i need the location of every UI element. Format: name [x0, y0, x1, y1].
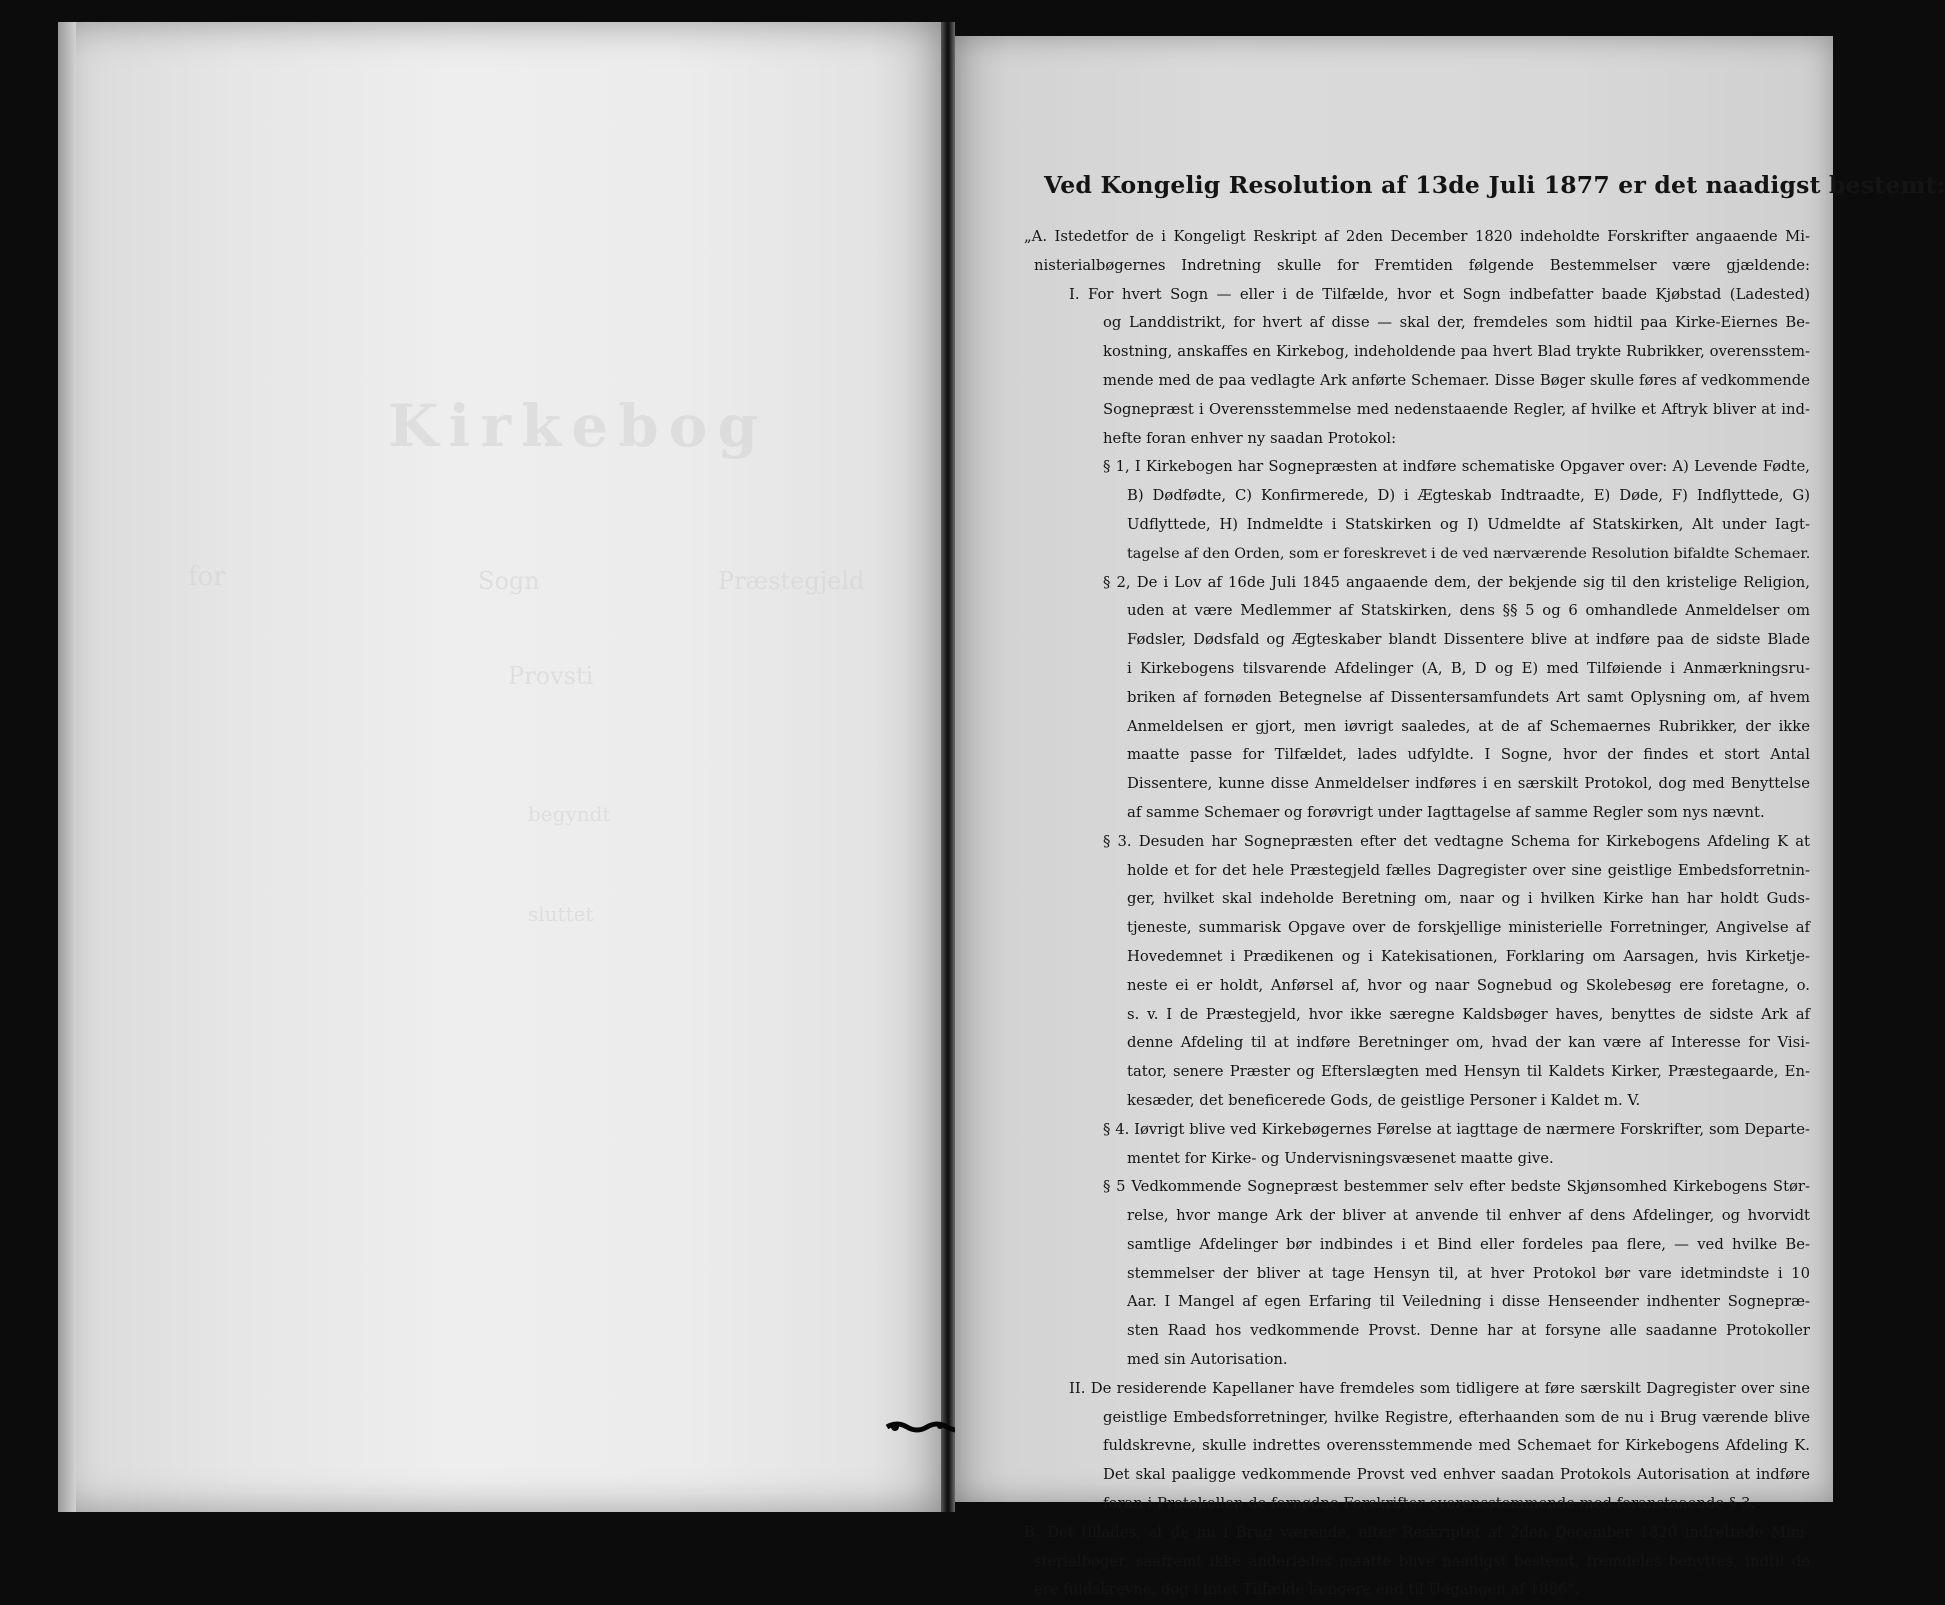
text-line: B. Det tillades, at de nu i Brug værende, efter Reskriptet af 2den December 1820 indrettede Mini- — [1024, 1523, 1810, 1541]
text-line: Dissentere, kunne disse Anmeldelser indføres i en særskilt Protokol, dog med Benyttelse — [1127, 775, 1810, 793]
text-line: II. De residerende Kapellaner have fremdeles som tidligere at føre særskilt Dagregister over sine — [1069, 1379, 1810, 1397]
left-page-ghost-line: begyndt — [528, 802, 611, 826]
text-line: med sin Autorisation. — [1127, 1351, 1288, 1369]
text-line: tagelse af den Orden, som er foreskrevet i de ved nærværende Resolution bifaldte Schemaer. — [1127, 545, 1811, 562]
text-line: foran i Protokollen de fornødne Forskrifter overensstemmende med foranstaaende § 3. — [1103, 1495, 1756, 1513]
text-line: mende med de paa vedlagte Ark anførte Schemaer. Disse Bøger skulle føres af vedkommende — [1103, 371, 1810, 389]
text-line: tjeneste, summarisk Opgave over de forskjellige ministerielle Forretninger, Angivelse af — [1127, 919, 1810, 937]
text-line: kostning, anskaffes en Kirkebog, indeholdende paa hvert Blad trykte Rubrikker, overensstem- — [1103, 343, 1810, 361]
text-line: § 3. Desuden har Sognepræsten efter det vedtagne Schema for Kirkebogens Afdeling K at — [1103, 832, 1810, 850]
text-line: tator, senere Præster og Efterslægten med Hensyn til Kaldets Kirker, Præstegaarde, En- — [1127, 1063, 1810, 1081]
right-page — [955, 36, 1945, 1599]
text-line: Hovedemnet i Prædikenen og i Katekisationen, Forklaring om Aarsagen, hvis Kirketje- — [1127, 947, 1810, 965]
text-line: B) Dødfødte, C) Konfirmerede, D) i Ægteskab Indtraadte, E) Døde, F) Indflyttede, G) — [1127, 487, 1810, 505]
text-line: holde et for det hele Præstegjeld fælles Dagregister over sine geistlige Embedsforretnin- — [1127, 861, 1810, 879]
text-line: neste ei er holdt, Anførsel af, hvor og naar Sognebud og Skolebesøg ere foretagne, o. — [1127, 976, 1810, 994]
left-page — [58, 22, 941, 1512]
left-page-ghost-line: Provsti — [508, 662, 594, 690]
left-page-ghost-title: Kirkebog — [388, 392, 768, 460]
text-line: ere fuldskrevne, dog i intet Tilfælde længere end til Udgangen af 1886“. — [1034, 1581, 1580, 1599]
left-page-ghost-line: sluttet — [528, 902, 594, 926]
text-line: Sognepræst i Overensstemmelse med nedenstaaende Regler, af hvilke et Aftryk bliver at ind- — [1103, 400, 1810, 418]
resolution-heading: Ved Kongelig Resolution af 13de Juli 1877 er det naadigst bestemt: — [1044, 171, 1945, 199]
text-line: mentet for Kirke- og Undervisningsvæsenet maatte give. — [1127, 1149, 1554, 1167]
resolution-lines — [1010, 223, 1810, 1605]
text-line: kesæder, det beneficerede Gods, de geistlige Personer i Kaldet m. V. — [1127, 1091, 1641, 1109]
text-line: briken af fornøden Betegnelse af Dissentersamfundets Art samt Oplysning om, af hvem — [1127, 688, 1810, 706]
text-line: „A. Istedetfor de i Kongeligt Reskript af 2den December 1820 indeholdte Forskrifter angaaende Mi- — [1024, 228, 1810, 245]
text-line: sterialbøger, saafremt ikke anderledes maatte blive naadigst bestemt, fremdeles benyttes, indtil de — [1034, 1552, 1810, 1570]
text-line: Fødsler, Dødsfald og Ægteskaber blandt Dissentere blive at indføre paa de sidste Blade — [1127, 631, 1810, 649]
text-line: og Landdistrikt, for hvert af disse — skal der, fremdeles som hidtil paa Kirke-Eiernes Be- — [1103, 314, 1810, 332]
text-line: Aar. I Mangel af egen Erfaring til Veiledning i disse Henseender indhenter Sognepræ- — [1127, 1293, 1810, 1311]
text-line: I. For hvert Sogn — eller i de Tilfælde, hvor et Sogn indbefatter baade Kjøbstad (Ladested) — [1069, 285, 1810, 303]
text-line: stemmelser der bliver at tage Hensyn til, at hver Protokol bør vare idetmindste i 10 — [1127, 1264, 1810, 1282]
left-page-ghost-line: Præstegjeld — [718, 567, 865, 595]
text-line: uden at være Medlemmer af Statskirken, dens §§ 5 og 6 omhandlede Anmeldelser om — [1127, 602, 1810, 620]
left-page-ghost-line: for — [188, 562, 226, 592]
text-line: Udflyttede, H) Indmeldte i Statskirken og I) Udmeldte af Statskirken, Alt under Iagt- — [1127, 515, 1810, 533]
text-line: § 1, I Kirkebogen har Sognepræsten at indføre schematiske Opgaver over: A) Levende Fødte, — [1103, 458, 1810, 476]
text-line: geistlige Embedsforretninger, hvilke Registre, efterhaanden som de nu i Brug værende blive — [1103, 1408, 1810, 1426]
text-line: i Kirkebogens tilsvarende Afdelinger (A, B, D og E) med Tilføiende i Anmærkningsru- — [1127, 659, 1810, 677]
text-line: Det skal paaligge vedkommende Provst ved enhver saadan Protokols Autorisation at indføre — [1103, 1466, 1810, 1484]
left-page-edge — [58, 22, 76, 1512]
text-line: maatte passe for Tilfældet, lades udfyldte. I Sogne, hvor der findes et stort Antal — [1127, 746, 1810, 764]
left-page-ghost-line: Sogn — [478, 567, 540, 595]
text-line: § 4. Iøvrigt blive ved Kirkebøgernes Førelse at iagttage de nærmere Forskrifter, som Departe- — [1103, 1120, 1810, 1138]
text-line: § 5 Vedkommende Sognepræst bestemmer selv efter bedste Skjønsomhed Kirkebogens Stør- — [1103, 1178, 1810, 1196]
text-line: s. v. I de Præstegjeld, hvor ikke særegne Kaldsbøger haves, benyttes de sidste Ark af — [1127, 1005, 1810, 1023]
text-line: fuldskrevne, skulle indrettes overensstemmende med Schemaet for Kirkebogens Afdeling K. — [1103, 1437, 1810, 1455]
text-line: sten Raad hos vedkommende Provst. Denne har at forsyne alle saadanne Protokoller — [1127, 1322, 1810, 1340]
book-spine — [941, 22, 955, 1512]
text-line: ger, hvilket skal indeholde Beretning om, naar og i hvilken Kirke han har holdt Guds- — [1127, 890, 1810, 908]
text-line: nisterialbøgernes Indretning skulle for Fremtiden følgende Bestemmelser være gjældende: — [1034, 256, 1810, 274]
text-line: hefte foran enhver ny saadan Protokol: — [1103, 429, 1397, 447]
text-line: af samme Schemaer og forøvrigt under Iagttagelse af samme Regler som nys nævnt. — [1127, 803, 1765, 821]
resolution-text-block — [1010, 171, 1945, 1605]
text-line: denne Afdeling til at indføre Beretninger om, hvad der kan være af Interesse for Visi- — [1127, 1034, 1810, 1052]
text-line: § 2, De i Lov af 16de Juli 1845 angaaende dem, der bekjende sig til den kristelige Religion, — [1103, 573, 1810, 591]
text-line: Anmeldelsen er gjort, men iøvrigt saaledes, at de af Schemaernes Rubrikker, der ikke — [1127, 717, 1810, 735]
text-line: samtlige Afdelinger bør indbindes i et Bind eller fordeles paa flere, — ved hvilke Be- — [1127, 1235, 1810, 1253]
text-line: relse, hvor mange Ark der bliver at anvende til enhver af dens Afdelinger, og hvorvidt — [1127, 1207, 1810, 1225]
